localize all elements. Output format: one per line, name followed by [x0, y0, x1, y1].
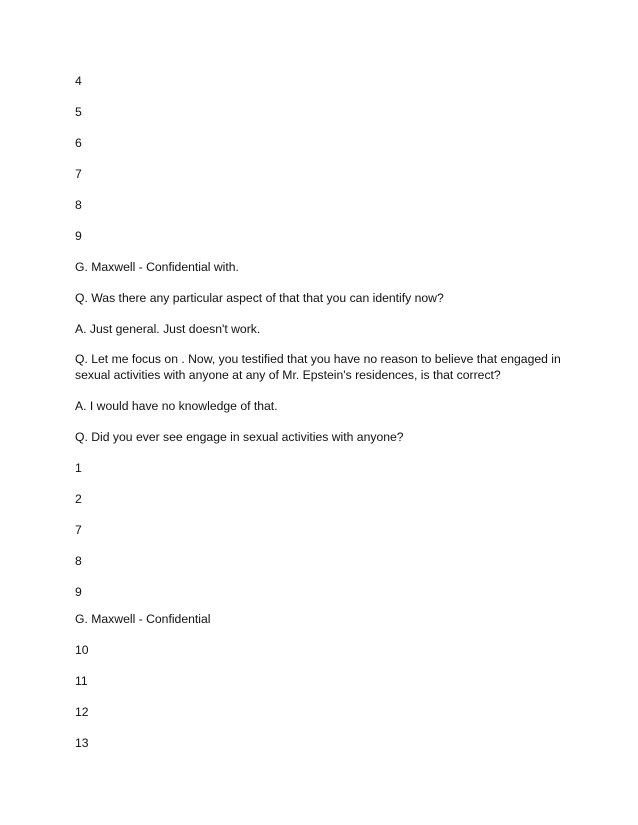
line-number: 11: [75, 674, 88, 688]
line-number: 9: [75, 585, 82, 599]
line-number: 7: [75, 167, 82, 181]
answer-text: A. I would have no knowledge of that.: [75, 399, 278, 413]
page-header: G. Maxwell - Confidential with.: [75, 260, 239, 274]
line-number: 5: [75, 105, 82, 119]
line-number: 9: [75, 229, 82, 243]
question-text: Q. Was there any particular aspect of that that you can identify now?: [75, 291, 444, 305]
line-number: 10: [75, 643, 89, 657]
page-header: G. Maxwell - Confidential: [75, 612, 211, 626]
line-number: 2: [75, 492, 82, 506]
line-number: 6: [75, 136, 82, 150]
line-number: 13: [75, 736, 89, 750]
question-text-continued: sexual activities with anyone at any of Mr. Epstein's residences, is that correct?: [75, 368, 501, 382]
question-text: Q. Did you ever see engage in sexual activities with anyone?: [75, 430, 404, 444]
line-number: 7: [75, 523, 82, 537]
line-number: 12: [75, 705, 89, 719]
line-number: 8: [75, 198, 82, 212]
line-number: 1: [75, 461, 82, 475]
line-number: 8: [75, 554, 82, 568]
answer-text: A. Just general. Just doesn't work.: [75, 322, 261, 336]
line-number: 4: [75, 74, 82, 88]
question-text: Q. Let me focus on . Now, you testified that you have no reason to believe that engaged in: [75, 352, 561, 366]
